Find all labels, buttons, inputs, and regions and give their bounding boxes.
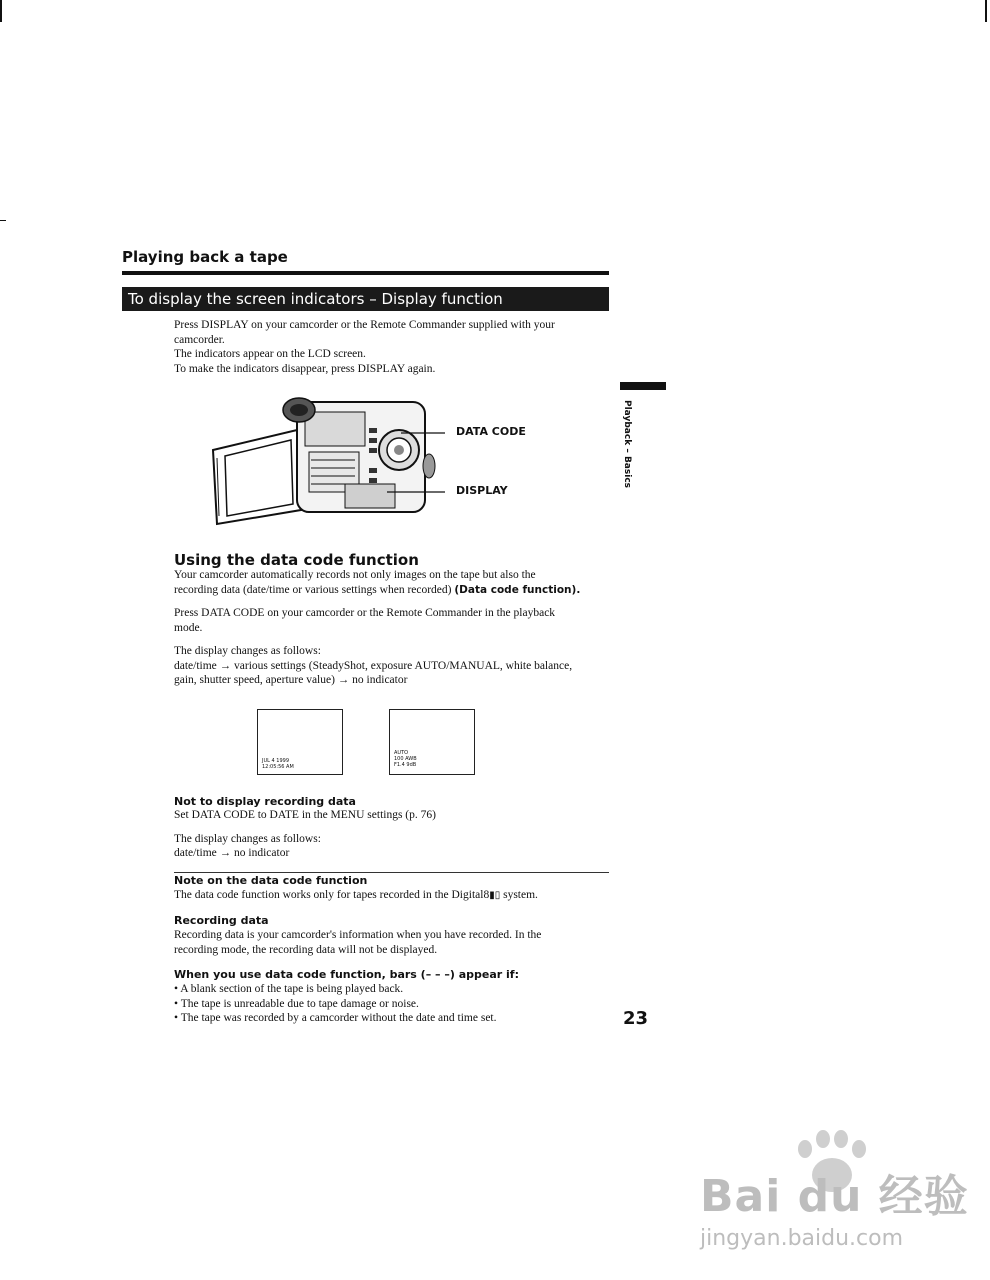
digital8-logo-icon: ▮▯	[489, 890, 501, 901]
title-rule	[122, 271, 609, 275]
shutter-wb-text: 100 AWB	[394, 756, 417, 762]
bars-heading: When you use data code function, bars (– – –) appear if:	[174, 968, 519, 981]
section-banner: To display the screen indicators – Display function	[122, 287, 609, 311]
bars-list	[174, 982, 614, 1026]
paragraph-line: Your camcorder automatically records not only images on the tape but also the	[174, 569, 536, 581]
data-code-heading: Using the data code function	[174, 551, 419, 569]
exposure-mode-text: AUTO	[394, 750, 409, 756]
section-divider	[174, 872, 609, 873]
paragraph-line: Set DATA CODE to DATE in the MENU settings (p. 76)	[174, 809, 436, 821]
callout-display: DISPLAY	[456, 484, 508, 497]
camcorder-illustration	[205, 388, 445, 528]
note-text	[174, 888, 614, 904]
callout-data-code: DATA CODE	[456, 425, 526, 438]
intro-line: To make the indicators disappear, press DISPLAY again.	[174, 362, 436, 375]
paragraph-line: The display changes as follows:	[174, 645, 321, 657]
time-text: 12:05:56 AM	[262, 764, 294, 770]
display-example-datetime	[257, 709, 343, 775]
paragraph-line: mode.	[174, 621, 203, 634]
aperture-gain-text: F1.4 9dB	[394, 762, 417, 768]
paragraph-line: date/time → various settings (SteadyShot, exposure AUTO/MANUAL, white balance,	[174, 659, 573, 672]
side-tab-label: Playback – Basics	[622, 400, 632, 489]
intro-line: camcorder.	[174, 333, 225, 346]
not-display-text	[174, 808, 614, 861]
scan-edge-mark	[985, 0, 987, 22]
intro-line: The indicators appear on the LCD screen.	[174, 348, 366, 360]
data-code-paragraph	[174, 568, 614, 688]
section-title: Playing back a tape	[122, 248, 288, 266]
paragraph-line: Recording data is your camcorder's information when you have recorded. In the	[174, 929, 542, 941]
paragraph-line: gain, shutter speed, aperture value) → no indicator	[174, 674, 408, 686]
paragraph-line	[174, 583, 614, 598]
intro-text	[174, 318, 614, 376]
display-example-settings	[389, 709, 475, 775]
datetime-readout	[262, 758, 294, 770]
watermark-brand: Bai du 经验	[700, 1171, 969, 1222]
side-tab-marker	[620, 382, 666, 390]
data-code-function-term: (Data code function).	[454, 583, 581, 596]
list-item: • A blank section of the tape is being played back.	[174, 983, 404, 995]
note-heading: Note on the data code function	[174, 874, 368, 887]
recording-data-text	[174, 928, 614, 957]
intro-line: Press DISPLAY on your camcorder or the Remote Commander supplied with your	[174, 319, 555, 331]
paragraph-line: The display changes as follows:	[174, 832, 321, 845]
list-item: • The tape is unreadable due to tape damage or noise.	[174, 997, 419, 1010]
scan-edge-mark	[0, 220, 6, 221]
date-text: JUL 4 1999	[262, 758, 290, 764]
paragraph-line-text: recording data (date/time or various settings when recorded)	[174, 583, 455, 596]
settings-readout	[394, 750, 417, 768]
note-line-tail: system.	[500, 889, 538, 901]
page-number: 23	[623, 1008, 649, 1029]
not-display-heading: Not to display recording data	[174, 795, 356, 808]
paragraph-line: Press DATA CODE on your camcorder or the Remote Commander in the playback	[174, 607, 556, 619]
paragraph-line: recording mode, the recording data will not be displayed.	[174, 943, 438, 956]
watermark	[700, 1130, 969, 1251]
scan-edge-mark	[0, 0, 2, 22]
note-line: The data code function works only for tapes recorded in the Digital8	[174, 889, 490, 901]
watermark-url: jingyan.baidu.com	[700, 1226, 904, 1251]
recording-data-heading: Recording data	[174, 914, 269, 927]
paragraph-line: date/time → no indicator	[174, 847, 290, 859]
list-item: • The tape was recorded by a camcorder without the date and time set.	[174, 1012, 497, 1024]
